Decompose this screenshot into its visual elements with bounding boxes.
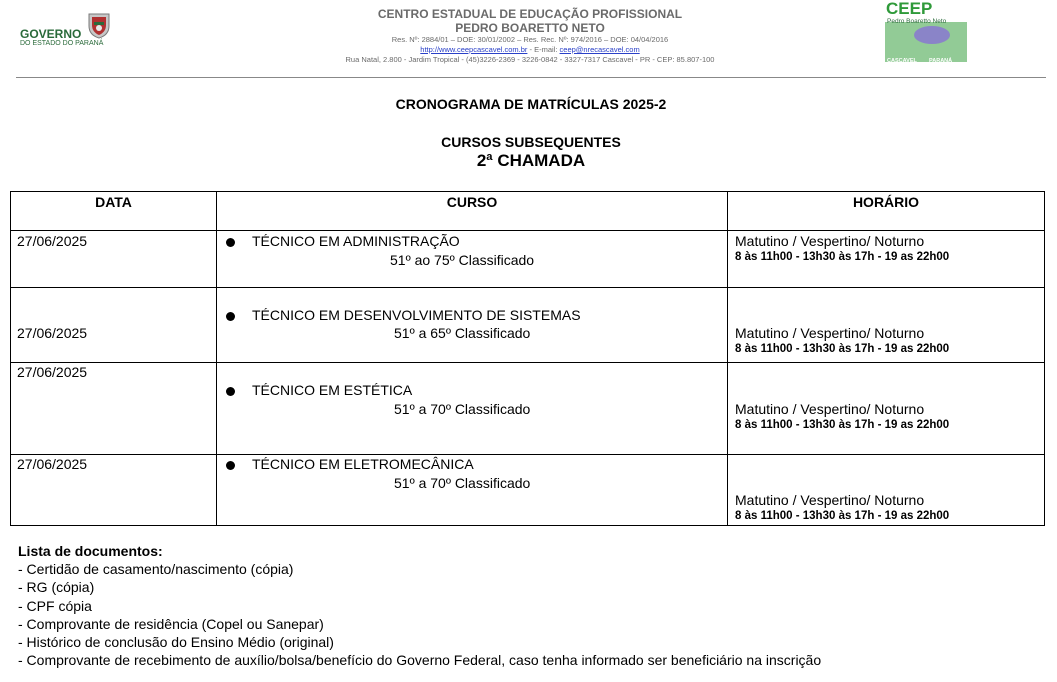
government-logo — [18, 10, 118, 50]
page-title: CRONOGRAMA DE MATRÍCULAS 2025-2 — [395, 96, 667, 112]
list-item: - Certidão de casamento/nascimento (cópia) — [18, 561, 294, 578]
table-row — [11, 231, 1045, 288]
row-date: 27/06/2025 — [17, 325, 88, 341]
separator: - — [529, 45, 535, 54]
list-item: - Comprovante de recebimento de auxílio/bolsa/benefício do Governo Federal, caso tenha informado ser beneficiário na inscrição — [18, 652, 822, 669]
row-course: TÉCNICO EM ADMINISTRAÇÃO — [252, 233, 460, 249]
page-subtitle: CURSOS SUBSEQUENTES — [441, 134, 621, 150]
institution-name: CENTRO ESTADUAL DE EDUCAÇÃO PROFISSIONAL — [377, 7, 683, 21]
bullet-icon — [226, 312, 235, 321]
row-course: TÉCNICO EM ELETROMECÂNICA — [252, 456, 474, 472]
row-course: TÉCNICO EM DESENVOLVIMENTO DE SISTEMAS — [252, 307, 581, 323]
list-item: - CPF cópia — [18, 597, 92, 614]
row-shift: Matutino / Vespertino/ Noturno — [735, 492, 925, 508]
documents-list — [18, 542, 821, 669]
ceep-logo-state: PARANÁ — [929, 58, 953, 64]
institution-school-name: PEDRO BOARETTO NETO — [455, 21, 605, 35]
state-crest-icon — [84, 10, 114, 40]
list-item: - RG (cópia) — [18, 579, 95, 596]
column-header-schedule: HORÁRIO — [728, 192, 1045, 231]
row-date: 27/06/2025 — [17, 456, 88, 472]
row-rank: 51º a 70º Classificado — [394, 475, 531, 491]
email-link[interactable]: ceep@nrecascavel.com — [559, 45, 640, 54]
row-rank: 51º ao 75º Classificado — [390, 252, 535, 268]
row-shift: Matutino / Vespertino/ Noturno — [735, 401, 925, 417]
row-rank: 51º a 70º Classificado — [394, 401, 531, 417]
ceep-logo — [884, 0, 968, 66]
header-divider — [16, 77, 1046, 78]
list-item: - Comprovante de residência (Copel ou Sanepar) — [18, 615, 324, 632]
table-header-row — [11, 192, 1045, 231]
row-rank: 51º a 65º Classificado — [394, 325, 531, 341]
row-course: TÉCNICO EM ESTÉTICA — [252, 382, 413, 398]
list-item: - Histórico de conclusão do Ensino Médio (original) — [18, 634, 334, 651]
row-hours: 8 às 11h00 - 13h30 às 17h - 19 as 22h00 — [735, 343, 950, 355]
table-row — [11, 288, 1045, 363]
documents-heading: Lista de documentos: — [18, 543, 163, 559]
row-shift: Matutino / Vespertino/ Noturno — [735, 233, 925, 249]
column-header-date: DATA — [11, 192, 217, 231]
row-date: 27/06/2025 — [17, 364, 88, 380]
row-date: 27/06/2025 — [17, 233, 88, 249]
government-logo-word: GOVERNO — [20, 27, 82, 41]
ceep-logo-text: CEEP — [886, 0, 933, 18]
table-row — [11, 363, 1045, 455]
bullet-icon — [226, 238, 235, 247]
row-hours: 8 às 11h00 - 13h30 às 17h - 19 as 22h00 — [735, 251, 950, 263]
column-header-course: CURSO — [217, 192, 728, 231]
website-link[interactable]: http://www.ceepcascavel.com.br — [420, 45, 528, 54]
table-row — [11, 455, 1045, 526]
ceep-logo-subtitle: Pedro Boaretto Neto — [887, 18, 947, 25]
government-logo-subtitle: DO ESTADO DO PARANÁ — [20, 40, 104, 47]
email-label: E-mail: — [534, 45, 558, 54]
institution-header — [230, 7, 830, 65]
row-hours: 8 às 11h00 - 13h30 às 17h - 19 as 22h00 — [735, 510, 950, 522]
contact-line — [230, 45, 830, 55]
row-shift: Matutino / Vespertino/ Noturno — [735, 325, 925, 341]
row-hours: 8 às 11h00 - 13h30 às 17h - 19 as 22h00 — [735, 419, 950, 431]
call-title: 2ª CHAMADA — [476, 151, 586, 170]
bullet-icon — [226, 461, 235, 470]
resolution-text: Res. Nº: 2884/01 – DOE: 30/01/2002 – Res. Rec. Nº: 974/2016 – DOE: 04/04/2016 — [391, 35, 669, 44]
enrollment-schedule-table — [10, 191, 1045, 526]
address-text: Rua Natal, 2.800 - Jardim Tropical - (45)3226-2369 - 3226-0842 - 3327-7317 Cascavel - PR - CEP: 85.807-100 — [345, 55, 715, 64]
bullet-icon — [226, 387, 235, 396]
ceep-logo-city: CASCAVEL — [887, 58, 917, 64]
